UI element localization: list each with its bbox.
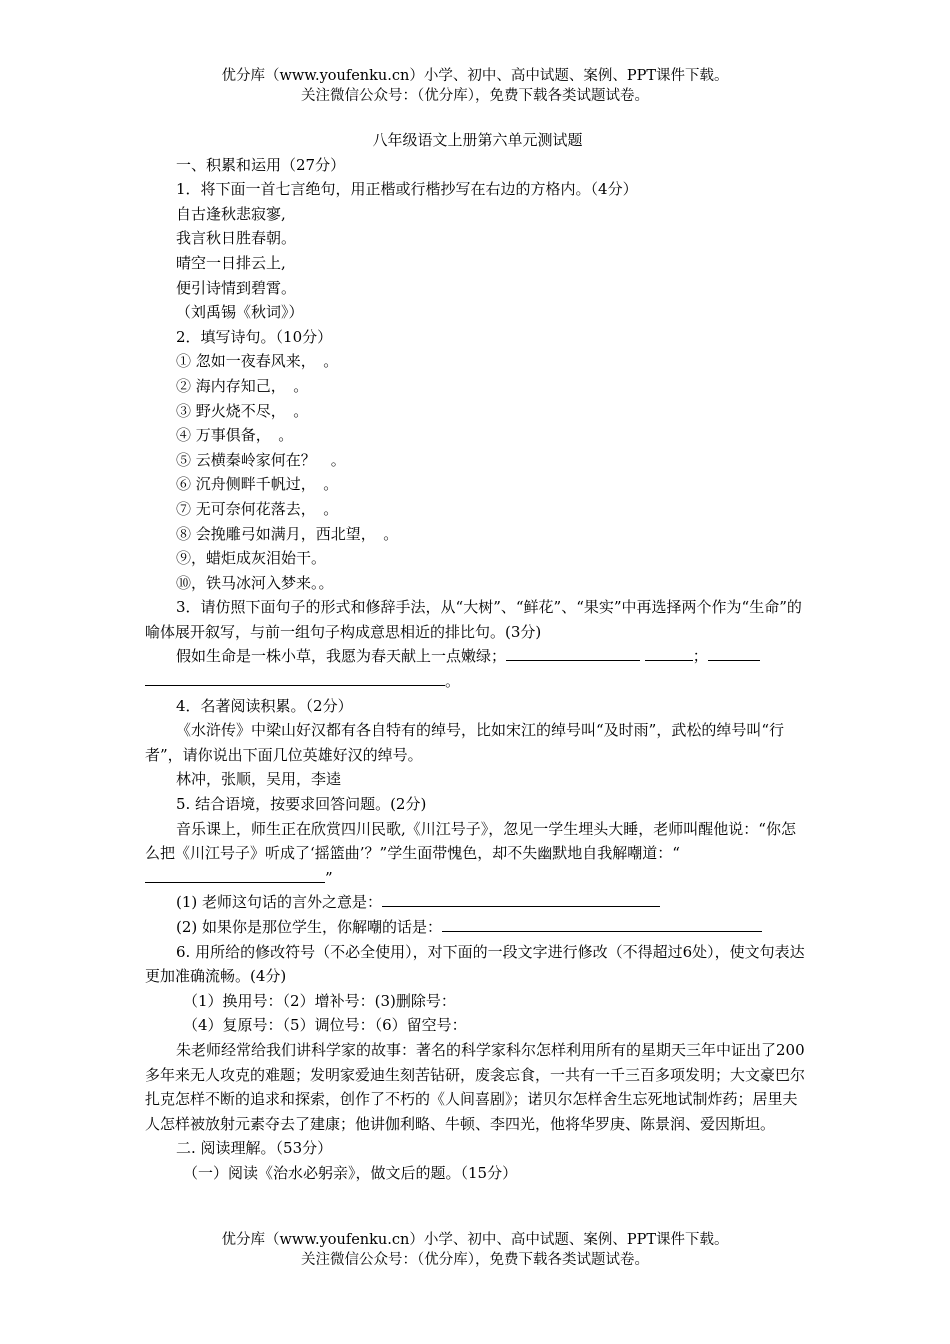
separator: ； bbox=[692, 647, 708, 666]
q5-sub2-label: (2) 如果你是那位学生，你解嘲的话是： bbox=[176, 918, 443, 936]
fill-item: ③ 野火烧不尽， 。 bbox=[176, 401, 309, 420]
poem-line: 晴空一日排云上, bbox=[176, 253, 286, 272]
answer-blank[interactable] bbox=[442, 917, 762, 932]
answer-blank[interactable] bbox=[645, 646, 693, 661]
section-1-heading: 一、积累和运用（27分） bbox=[176, 155, 346, 174]
q5-sub1-label: (1) 老师这句话的言外之意是： bbox=[176, 893, 383, 912]
document-title: 八年级语文上册第六单元测试题 bbox=[372, 131, 583, 149]
q5-text bbox=[145, 817, 810, 891]
q5-sub1 bbox=[145, 890, 810, 915]
fill-item: ⑥ 沉舟侧畔千帆过， 。 bbox=[176, 475, 339, 494]
answer-blank[interactable] bbox=[708, 646, 760, 661]
q3-continuation bbox=[145, 669, 810, 694]
q3-example: 假如生命是一株小草，我愿为春天献上一点嫩绿； bbox=[176, 647, 507, 666]
closing-quote: ” bbox=[325, 868, 333, 887]
q5-prompt: 5. 结合语境，按要求回答问题。(2分) bbox=[176, 795, 427, 814]
fill-item: ⑤ 云横秦岭家何在？ 。 bbox=[176, 450, 346, 469]
footer-line-2: 关注微信公众号：（优分库），免费下载各类试题试卷。 bbox=[301, 1252, 649, 1268]
q6-text: 朱老师经常给我们讲科学家的故事：著名的科学家科尔怎样利用所有的星期天三年中证出了200多年来无人攻克的难题；发明家爱迪生刻苦钻研，废衾忘食，一共有一千三百多项发明；大文豪巴尔扎克怎样不断的追求和探索，创作了不朽的《人间喜剧》；诺贝尔怎样舍生忘死地试制炸药；居里夫人怎样被放射元素夺去了建康；他讲伽利略、牛顿、李四光，他将华罗庚、陈景润、爱因斯坦。 bbox=[145, 1040, 806, 1133]
fill-item: ① 忽如一夜春风来， 。 bbox=[176, 352, 339, 371]
q6-symbols-1: （1）换用号：（2）增补号：(3)删除号： bbox=[183, 991, 456, 1010]
period: 。 bbox=[445, 672, 461, 691]
fill-item: ④ 万事俱备， 。 bbox=[176, 426, 294, 445]
poem-line: 我言秋日胜春朝。 bbox=[176, 229, 297, 248]
section-2-heading: 二. 阅读理解。（53分） bbox=[176, 1139, 333, 1158]
fill-item: ⑩，铁马冰河入梦来。。 bbox=[176, 573, 334, 592]
answer-blank[interactable] bbox=[506, 646, 640, 661]
q1-prompt: 1．将下面一首七言绝句，用正楷或行楷抄写在右边的方格内。（4分） bbox=[176, 180, 638, 199]
part-1-heading: （一）阅读《治水必躬亲》，做文后的题。（15分） bbox=[183, 1163, 518, 1182]
poem-line: 便引诗情到碧霄。 bbox=[176, 278, 297, 297]
document-body bbox=[145, 128, 810, 1186]
q5-sub2 bbox=[145, 915, 810, 940]
fill-item: ⑨，蜡炬成灰泪始干。 bbox=[176, 549, 327, 568]
header-line-1: 优分库（www.youfenku.cn）小学、初中、高中试题、案例、PPT课件下载。 bbox=[221, 68, 729, 84]
q3-example-line bbox=[145, 644, 810, 669]
fill-item: ② 海内存知己， 。 bbox=[176, 376, 309, 395]
q5-context: 音乐课上，师生正在欣赏四川民歌,《川江号子》，忽见一学生埋头大睡，老师叫醒他说：“你怎么把《川江号子》听成了‘摇篮曲’？”学生面带愧色，却不失幽默地自我解嘲道：“ bbox=[145, 819, 796, 863]
fill-item: ⑧ 会挽雕弓如满月，西北望， 。 bbox=[176, 524, 399, 543]
answer-blank[interactable] bbox=[382, 892, 660, 907]
footer-line-1: 优分库（www.youfenku.cn）小学、初中、高中试题、案例、PPT课件下载。 bbox=[221, 1232, 729, 1248]
q4-text: 《水浒传》中梁山好汉都有各自特有的绰号，比如宋江的绰号叫“及时雨”，武松的绰号叫“行者”，请你说出下面几位英雄好汉的绰号。 bbox=[145, 721, 785, 764]
answer-blank[interactable] bbox=[145, 868, 325, 883]
fill-item: ⑦ 无可奈何花落去， 。 bbox=[176, 499, 339, 518]
q6-prompt: 6. 用所给的修改符号（不必全使用），对下面的一段文字进行修改（不得超过6处），使文句表达更加准确流畅。(4分) bbox=[145, 942, 805, 986]
page-footer bbox=[0, 1230, 950, 1270]
page-header bbox=[0, 66, 950, 106]
q3-prompt: 3．请仿照下面句子的形式和修辞手法，从“大树”、“鲜花”、“果实”中再选择两个作为“生命”的喻体展开叙写，与前一组句子构成意思相近的排比句。(3分) bbox=[145, 598, 802, 641]
poem-line: 自古逢秋悲寂寥, bbox=[176, 204, 286, 223]
header-line-2: 关注微信公众号：（优分库），免费下载各类试题试卷。 bbox=[301, 88, 649, 104]
answer-blank[interactable] bbox=[145, 671, 445, 686]
poem-attribution: （刘禹锡《秋词》） bbox=[176, 303, 304, 322]
q6-symbols-2: （4）复原号：（5）调位号：（6）留空号： bbox=[183, 1016, 467, 1035]
q4-names: 林冲，张顺，吴用，李逵 bbox=[176, 770, 342, 789]
q2-prompt: 2．填写诗句。（10分） bbox=[176, 327, 333, 346]
q4-prompt: 4．名著阅读积累。（2分） bbox=[176, 696, 353, 715]
